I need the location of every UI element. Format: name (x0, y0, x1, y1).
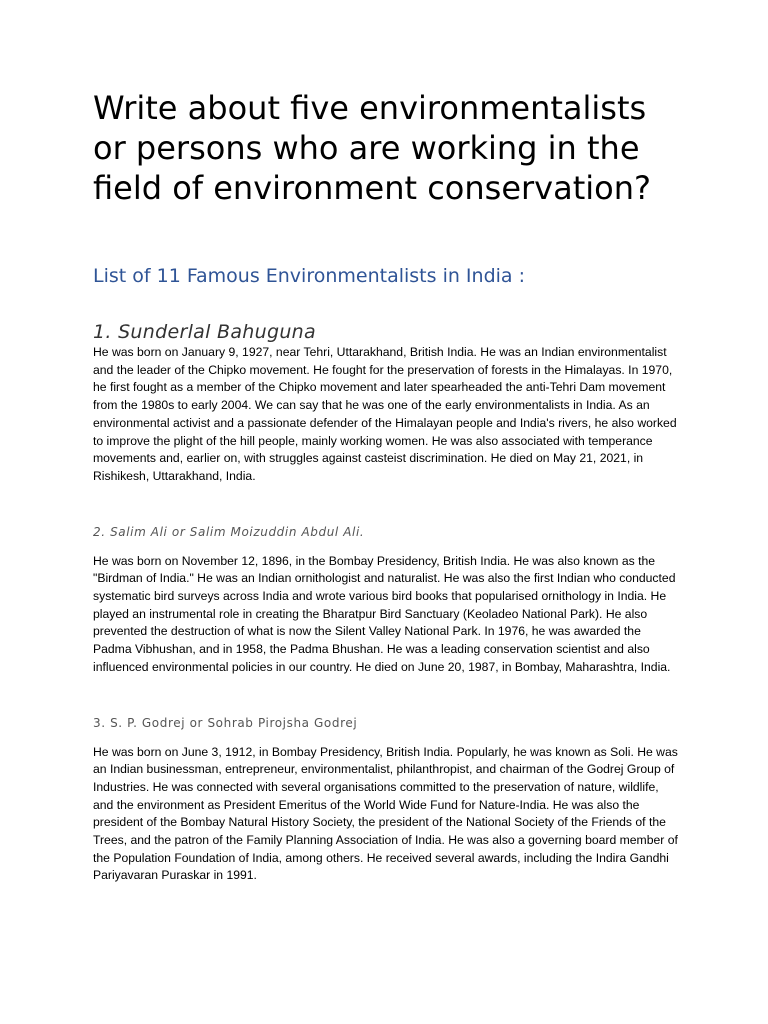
section-heading-1: 1. Sunderlal Bahuguna (93, 321, 316, 343)
section-heading-3: 3. S. P. Godrej or Sohrab Pirojsha Godrej (93, 715, 358, 730)
section-body-3: He was born on June 3, 1912, in Bombay Presidency, British India. Popularly, he was known as Soli. He was an Indian businessman, entrepreneur, environmentalist, philanthropist, and chairman of the Godrej Group of Industries. He was connected with several organisations committed to the preservation of nature, wildlife, and the environment as President Emeritus of the World Wide Fund for Nature-India. He was also the president of the Bombay Natural History Society, the president of the National Society of the Friends of the Trees, and the patron of the Family Planning Association of India. He was also a governing board member of the Population Foundation of India, among others. He received several awards, including the Indira Gandhi Pariyavaran Puraskar in 1991. (93, 744, 678, 883)
page-title: Write about five environmentalists or persons who are working in the field of environment conservation? (93, 89, 651, 207)
document-content (93, 88, 678, 885)
section-body-1: He was born on January 9, 1927, near Tehri, Uttarakhand, British India. He was an Indian environmentalist and the leader of the Chipko movement. He fought for the preservation of forests in the Himalayas. In 1970, he first fought as a member of the Chipko movement and later spearheaded the anti-Tehri Dam movement from the 1980s to early 2004. We can say that he was one of the early environmentalists in India. As an environmental activist and a passionate defender of the Himalayan people and India's rivers, he also worked to improve the plight of the hill people, mainly working women. He was also associated with temperance movements and, earlier on, with struggles against casteist discrimination. He died on May 21, 2021, in Rishikesh, Uttarakhand, India. (93, 345, 677, 483)
list-heading: List of 11 Famous Environmentalists in India : (93, 265, 525, 287)
section-body-2: He was born on November 12, 1896, in the Bombay Presidency, British India. He was also known as the "Birdman of India." He was an Indian ornithologist and naturalist. He was also the first Indian who conducted systematic bird surveys across India and wrote various bird books that popularised ornithology in India. He played an instrumental role in creating the Bharatpur Bird Sanctuary (Keoladeo National Park). He also prevented the destruction of what is now the Silent Valley National Park. In 1976, he was awarded the Padma Vibhushan, and in 1958, the Padma Bhushan. He was a leading conservation scientist and also influenced environmental policies in our country. He died on June 20, 1987, in Bombay, Maharashtra, India. (93, 553, 676, 674)
section-heading-2: 2. Salim Ali or Salim Moizuddin Abdul Ali. (93, 524, 365, 539)
